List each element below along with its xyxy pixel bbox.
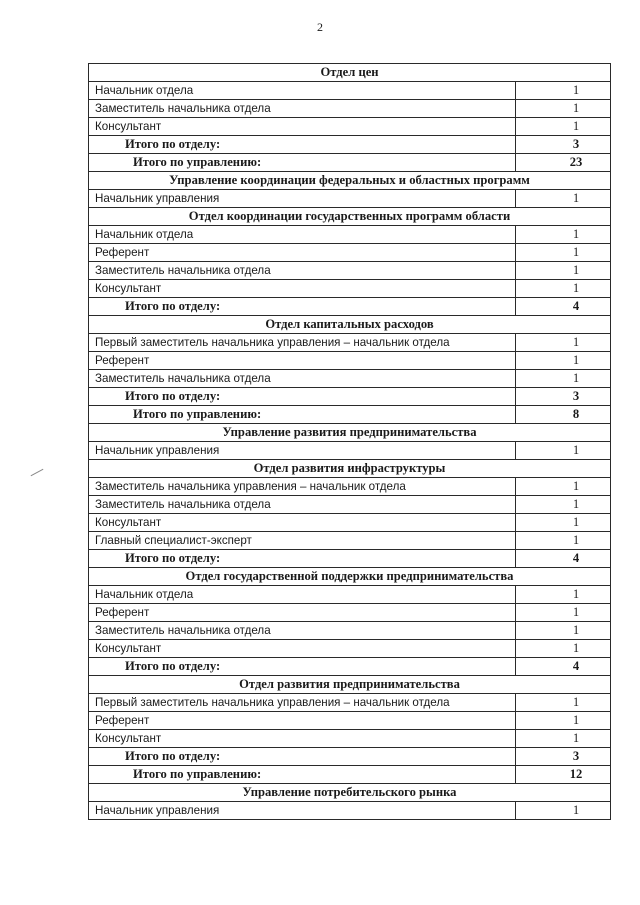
position-count: 1: [516, 244, 611, 262]
staffing-table: [88, 63, 611, 820]
total-count: 23: [516, 154, 611, 172]
total-label: Итого по отделу:: [89, 748, 516, 766]
section-header-row: [89, 208, 611, 226]
position-count: 1: [516, 802, 611, 820]
position-count: 1: [516, 532, 611, 550]
total-label: Итого по отделу:: [89, 550, 516, 568]
section-header: Управление потребительского рынка: [89, 784, 611, 802]
position-count: 1: [516, 712, 611, 730]
total-label: Итого по отделу:: [89, 388, 516, 406]
position-title: Начальник отдела: [89, 586, 516, 604]
section-header: Отдел развития предпринимательства: [89, 676, 611, 694]
position-count: 1: [516, 370, 611, 388]
position-title: Заместитель начальника отдела: [89, 370, 516, 388]
department-total-row: [89, 136, 611, 154]
position-title: Начальник управления: [89, 190, 516, 208]
stray-pen-mark: [31, 469, 44, 476]
position-title: Референт: [89, 604, 516, 622]
position-row: [89, 370, 611, 388]
position-title: Заместитель начальника отдела: [89, 100, 516, 118]
position-count: 1: [516, 442, 611, 460]
position-title: Заместитель начальника отдела: [89, 262, 516, 280]
position-row: [89, 694, 611, 712]
position-count: 1: [516, 82, 611, 100]
position-title: Заместитель начальника отдела: [89, 622, 516, 640]
position-row: [89, 352, 611, 370]
position-count: 1: [516, 640, 611, 658]
position-count: 1: [516, 334, 611, 352]
position-row: [89, 442, 611, 460]
position-title: Первый заместитель начальника управления – начальник отдела: [89, 694, 516, 712]
position-row: [89, 478, 611, 496]
section-header: Управление развития предпринимательства: [89, 424, 611, 442]
position-title: Начальник управления: [89, 802, 516, 820]
position-title: Референт: [89, 712, 516, 730]
position-count: 1: [516, 604, 611, 622]
department-total-row: [89, 550, 611, 568]
section-header-row: [89, 676, 611, 694]
position-title: Консультант: [89, 280, 516, 298]
total-count: 3: [516, 388, 611, 406]
total-label: Итого по управлению:: [89, 406, 516, 424]
position-title: Начальник отдела: [89, 82, 516, 100]
department-total-row: [89, 748, 611, 766]
position-count: 1: [516, 496, 611, 514]
position-title: Первый заместитель начальника управления – начальник отдела: [89, 334, 516, 352]
position-title: Главный специалист-эксперт: [89, 532, 516, 550]
position-row: [89, 334, 611, 352]
position-title: Консультант: [89, 640, 516, 658]
position-count: 1: [516, 226, 611, 244]
total-label: Итого по отделу:: [89, 658, 516, 676]
section-header-row: [89, 460, 611, 478]
section-header: Отдел капитальных расходов: [89, 316, 611, 334]
position-count: 1: [516, 118, 611, 136]
position-row: [89, 586, 611, 604]
section-header: Отдел координации государственных программ области: [89, 208, 611, 226]
position-title: Начальник управления: [89, 442, 516, 460]
total-count: 3: [516, 748, 611, 766]
section-header-row: [89, 568, 611, 586]
page-number: 2: [317, 20, 323, 34]
section-header-row: [89, 424, 611, 442]
position-row: [89, 514, 611, 532]
position-row: [89, 712, 611, 730]
total-label: Итого по отделу:: [89, 298, 516, 316]
position-row: [89, 622, 611, 640]
admin-total-row: [89, 154, 611, 172]
position-count: 1: [516, 586, 611, 604]
section-header-row: [89, 784, 611, 802]
total-label: Итого по управлению:: [89, 154, 516, 172]
total-count: 4: [516, 550, 611, 568]
position-row: [89, 280, 611, 298]
position-row: [89, 532, 611, 550]
section-header-row: [89, 316, 611, 334]
total-count: 8: [516, 406, 611, 424]
position-title: Референт: [89, 352, 516, 370]
position-title: Консультант: [89, 118, 516, 136]
section-header: Отдел государственной поддержки предпринимательства: [89, 568, 611, 586]
position-title: Консультант: [89, 514, 516, 532]
position-count: 1: [516, 694, 611, 712]
position-title: Начальник отдела: [89, 226, 516, 244]
position-count: 1: [516, 622, 611, 640]
department-total-row: [89, 298, 611, 316]
position-count: 1: [516, 730, 611, 748]
position-count: 1: [516, 280, 611, 298]
position-count: 1: [516, 478, 611, 496]
position-count: 1: [516, 262, 611, 280]
position-row: [89, 262, 611, 280]
position-count: 1: [516, 514, 611, 532]
position-row: [89, 118, 611, 136]
total-label: Итого по отделу:: [89, 136, 516, 154]
position-title: Заместитель начальника управления – начальник отдела: [89, 478, 516, 496]
admin-total-row: [89, 406, 611, 424]
section-header-row: [89, 64, 611, 82]
total-count: 4: [516, 298, 611, 316]
position-row: [89, 730, 611, 748]
section-header: Управление координации федеральных и областных программ: [89, 172, 611, 190]
position-title: Консультант: [89, 730, 516, 748]
position-title: Референт: [89, 244, 516, 262]
section-header-row: [89, 172, 611, 190]
admin-total-row: [89, 766, 611, 784]
position-count: 1: [516, 190, 611, 208]
position-row: [89, 640, 611, 658]
position-row: [89, 226, 611, 244]
total-count: 4: [516, 658, 611, 676]
position-count: 1: [516, 100, 611, 118]
department-total-row: [89, 658, 611, 676]
total-count: 12: [516, 766, 611, 784]
position-count: 1: [516, 352, 611, 370]
department-total-row: [89, 388, 611, 406]
position-title: Заместитель начальника отдела: [89, 496, 516, 514]
position-row: [89, 190, 611, 208]
total-count: 3: [516, 136, 611, 154]
section-header: Отдел развития инфраструктуры: [89, 460, 611, 478]
position-row: [89, 82, 611, 100]
position-row: [89, 100, 611, 118]
position-row: [89, 244, 611, 262]
position-row: [89, 496, 611, 514]
total-label: Итого по управлению:: [89, 766, 516, 784]
position-row: [89, 802, 611, 820]
staffing-table-body: [89, 64, 611, 820]
position-row: [89, 604, 611, 622]
section-header: Отдел цен: [89, 64, 611, 82]
